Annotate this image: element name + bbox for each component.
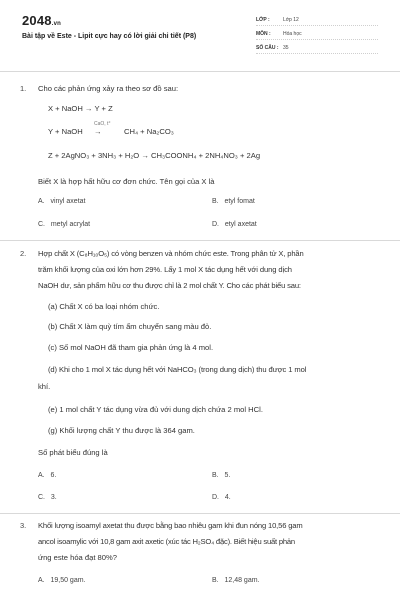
- question-number: 1.: [20, 84, 27, 93]
- option-a[interactable]: [38, 198, 86, 205]
- document-title: Bài tập về Este - Lipit cực hay có lời giải chi tiết (P8): [22, 33, 197, 40]
- option-text: 4.: [224, 494, 231, 501]
- reaction-2-right: CH₄ + Na₂CO₃: [124, 127, 174, 136]
- question-stem-line-2: trăm khối lượng của oxi lớn hơn 29%. Lấy 1 mol X tác dụng hết với dung dịch: [38, 265, 292, 274]
- question-divider: [0, 513, 400, 514]
- question-divider: [0, 240, 400, 241]
- reaction-2-left: Y + NaOH: [48, 127, 83, 136]
- statement-continuation: khí.: [38, 382, 51, 391]
- option-text: etyl fomat: [224, 198, 255, 205]
- option-text: 12,48 gam.: [224, 577, 260, 584]
- statement: (e) 1 mol chất Y tác dụng vừa đủ với dung dịch chứa 2 mol HCl.: [48, 405, 263, 414]
- statement: (g) Khối lượng chất Y thu được là 364 gam.: [48, 426, 195, 435]
- statement: (d) Khi cho 1 mol X tác dụng hết với NaHCO₃ (trong dung dịch) thu được 1 mol: [48, 365, 307, 374]
- class-label: LỚP :: [256, 17, 270, 23]
- logo-suffix: .vn: [51, 21, 62, 27]
- option-text: 3.: [50, 494, 57, 501]
- option-d[interactable]: [212, 494, 231, 501]
- option-key: C.: [38, 494, 45, 501]
- option-key: B.: [212, 577, 219, 584]
- divider: [256, 39, 378, 40]
- option-key: A.: [38, 472, 45, 479]
- option-text: metyl acrylat: [50, 221, 91, 228]
- subject-value: Hóa học: [283, 31, 302, 37]
- class-value: Lớp 12: [283, 17, 299, 23]
- divider: [256, 25, 378, 26]
- question-stem: Cho các phản ứng xảy ra theo sơ đồ sau:: [38, 84, 179, 93]
- option-c[interactable]: [38, 221, 90, 228]
- question-stem-line-1: Khối lượng isoamyl axetat thu được bằng bao nhiêu gam khi đun nóng 10,56 gam: [38, 521, 303, 530]
- logo-text: 2048: [22, 13, 52, 28]
- divider: [256, 53, 378, 54]
- option-key: C.: [38, 221, 45, 228]
- site-logo[interactable]: [22, 13, 61, 28]
- reaction-2-condition: CaO, t°: [94, 121, 111, 127]
- subject-label: MÔN :: [256, 31, 271, 37]
- option-text: vinyl axetat: [50, 198, 86, 205]
- reaction-arrow: →: [94, 127, 102, 136]
- statement: (a) Chất X có ba loại nhóm chức.: [48, 302, 160, 311]
- option-key: D.: [212, 494, 219, 501]
- statement: (c) Số mol NaOH đã tham gia phản ứng là 4 mol.: [48, 343, 214, 352]
- document-header: [0, 0, 400, 72]
- option-b[interactable]: [212, 577, 260, 584]
- question-count-label: SỐ CÂU :: [256, 45, 279, 51]
- question-prompt: Số phát biểu đúng là: [38, 448, 108, 457]
- question-number: 3.: [20, 521, 27, 530]
- option-b[interactable]: [212, 472, 230, 479]
- reaction-1: X + NaOH → Y + Z: [48, 104, 113, 113]
- question-stem-line-3: NaOH dư, sản phẩm hữu cơ thu được chỉ là 2 mol chất Y. Cho các phát biểu sau:: [38, 281, 301, 290]
- option-key: B.: [212, 198, 219, 205]
- question-number: 2.: [20, 249, 27, 258]
- question-stem-line-3: ứng este hóa đạt 80%?: [38, 553, 117, 562]
- statement: (b) Chất X làm quỳ tím ẩm chuyển sang màu đỏ.: [48, 322, 212, 331]
- option-key: B.: [212, 472, 219, 479]
- option-key: D.: [212, 221, 219, 228]
- option-d[interactable]: [212, 221, 257, 228]
- header-divider: [0, 71, 400, 72]
- option-text: 19,50 gam.: [50, 577, 86, 584]
- option-key: A.: [38, 198, 45, 205]
- option-text: 6.: [50, 472, 57, 479]
- question-stem-line-2: ancol isoamylic với 10,8 gam axit axetic (xúc tác H₂SO₄ đặc). Biết hiệu suất phản: [38, 537, 295, 546]
- reaction-3: Z + 2AgNO₃ + 3NH₃ + H₂O → CH₃COONH₄ + 2NH₄NO₃ + 2Ag: [48, 151, 261, 160]
- option-c[interactable]: [38, 494, 57, 501]
- option-key: A.: [38, 577, 45, 584]
- option-text: etyl axetat: [224, 221, 257, 228]
- question-stem-line-1: Hợp chất X (C₈H₁₀O₅) có vòng benzen và nhóm chức este. Trong phân tử X, phần: [38, 249, 304, 258]
- question-note: Biết X là hợp hất hữu cơ đơn chức. Tên gọi của X là: [38, 177, 215, 186]
- option-b[interactable]: [212, 198, 255, 205]
- question-count-value: 35: [283, 45, 289, 51]
- option-a[interactable]: [38, 577, 86, 584]
- option-text: 5.: [224, 472, 231, 479]
- option-a[interactable]: [38, 472, 56, 479]
